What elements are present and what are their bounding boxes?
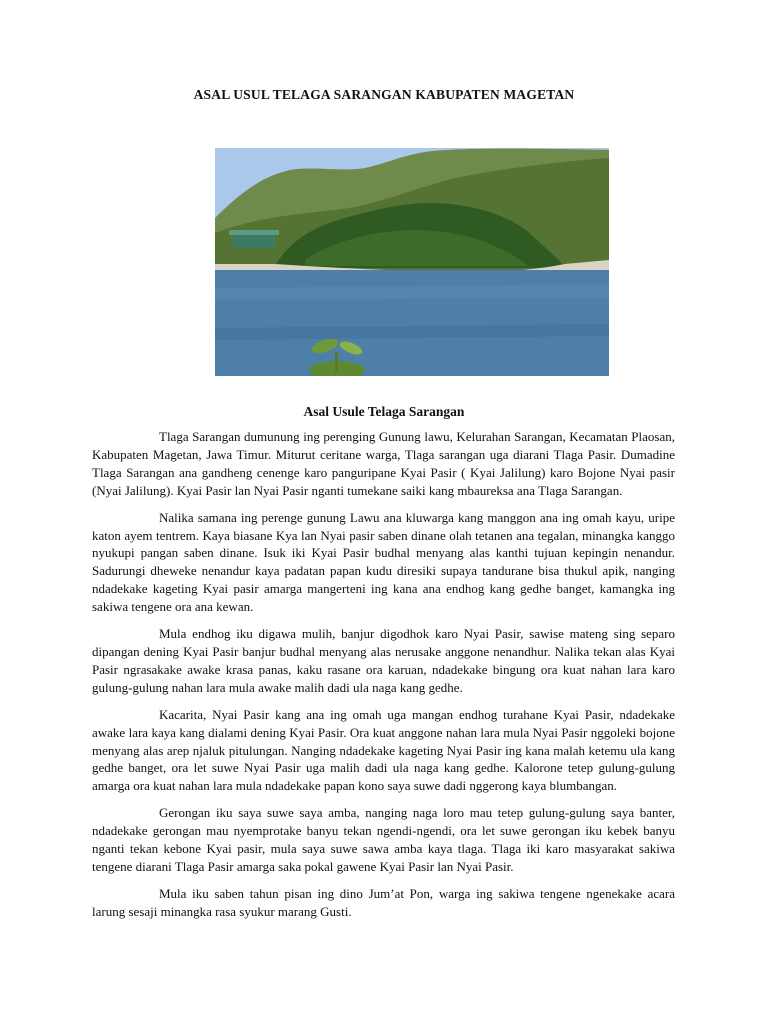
paragraph-2: Nalika samana ing perenge gunung Lawu ana kluwarga kang manggon ana ing omah kayu, uripe katon ayem tentrem. Kaya biasane Kya lan Nyai pasir saben dinane olah tetanen ana tegalan, minangka kanggo nyukupi pangan saben dinane. Isuk iki Kyai Pasir budhal menyang alas kanthi tujuan kepingin nenandur. Sadurungi dheweke nenandur kaya padatan papan kudu diresiki supaya tandurane bisa thukul apik, nanging ndadekake kageting Kyai pasir amarga mangerteni ing kana ana endhog kang gedhe banget, kamangka ing sakiwa tengene ora ana kewan. xyxy=(92,509,675,615)
section-title: Asal Usule Telaga Sarangan xyxy=(303,404,465,419)
lake-photo xyxy=(215,148,609,376)
paragraph-3: Mula endhog iku digawa mulih, banjur digodhok karo Nyai Pasir, sawise mateng sing separo dipangan dening Kyai Pasir banjur budhal menyang alas nerusake anggone nenandhur. Nalika tekan alas Kyai Pasir ngrasakake awake krasa panas, kaku rasane ora karuan, ndadekake bingung ora kuat nahan lara karo gulung-gulung nahan lara mula awake malih dadi ula naga kang gedhe. xyxy=(92,626,675,695)
story-body xyxy=(92,428,675,930)
paragraph-4: Kacarita, Nyai Pasir kang ana ing omah uga mangan endhog turahane Kyai Pasir, ndadekake awake lara kaya kang dialami dening Kyai Pasir. Ora kuat anggone nahan lara mula Nyai Pasir nggoleki bojone menyang alas arep njaluk pitulungan. Nanging ndadekake kageting Nyai Pasir ing kana malah ketemu ula kang gedhe banget, ora let suwe Nyai Pasir uga malih dadi ula naga kang gedhe. Kalorone tetep gulung-gulung amarga ora kuat nahan lara mula ndadekake papan kono saya suwe dadi nggerong kaya blumbangan. xyxy=(92,706,675,794)
paragraph-6: Mula iku saben tahun pisan ing dino Jum’at Pon, warga ing sakiwa tengene ngenekake acara larung sesaji minangka rasa syukur marang Gusti. xyxy=(92,885,675,919)
lake-photo-illustration xyxy=(215,148,609,376)
paragraph-1: Tlaga Sarangan dumunung ing perenging Gunung lawu, Kelurahan Sarangan, Kecamatan Plaosan, Kabupaten Magetan, Jawa Timur. Miturut ceritane warga, Tlaga sarangan uga diarani Tlaga Pasir. Dumadine Tlaga Sarangan ana gandheng cenenge karo panguripane Kyai Pasir ( Kyai Jalilung) karo Bojone Nyai pasir (Nyai Jalilung). Kyai Pasir lan Nyai Pasir nganti tumekane saiki kang mbaureksa ana Tlaga Sarangan. xyxy=(92,429,675,498)
document-title: ASAL USUL TELAGA SARANGAN KABUPATEN MAGETAN xyxy=(193,87,575,102)
paragraph-5: Gerongan iku saya suwe saya amba, nanging naga loro mau tetep gulung-gulung saya banter, ndadekake gerongan mau nyemprotake banyu tekan ngendi-ngendi, ora let suwe gerongan iku kebek banyu nganti tekan kebone Kyai pasir, mula saya suwe sawa amba kaya tlaga. Tlaga iki karo masyarakat sakiwa tengene diarani Tlaga Pasir amarga saka pokal gawene Kyai Pasir lan Nyai Pasir. xyxy=(92,805,675,874)
